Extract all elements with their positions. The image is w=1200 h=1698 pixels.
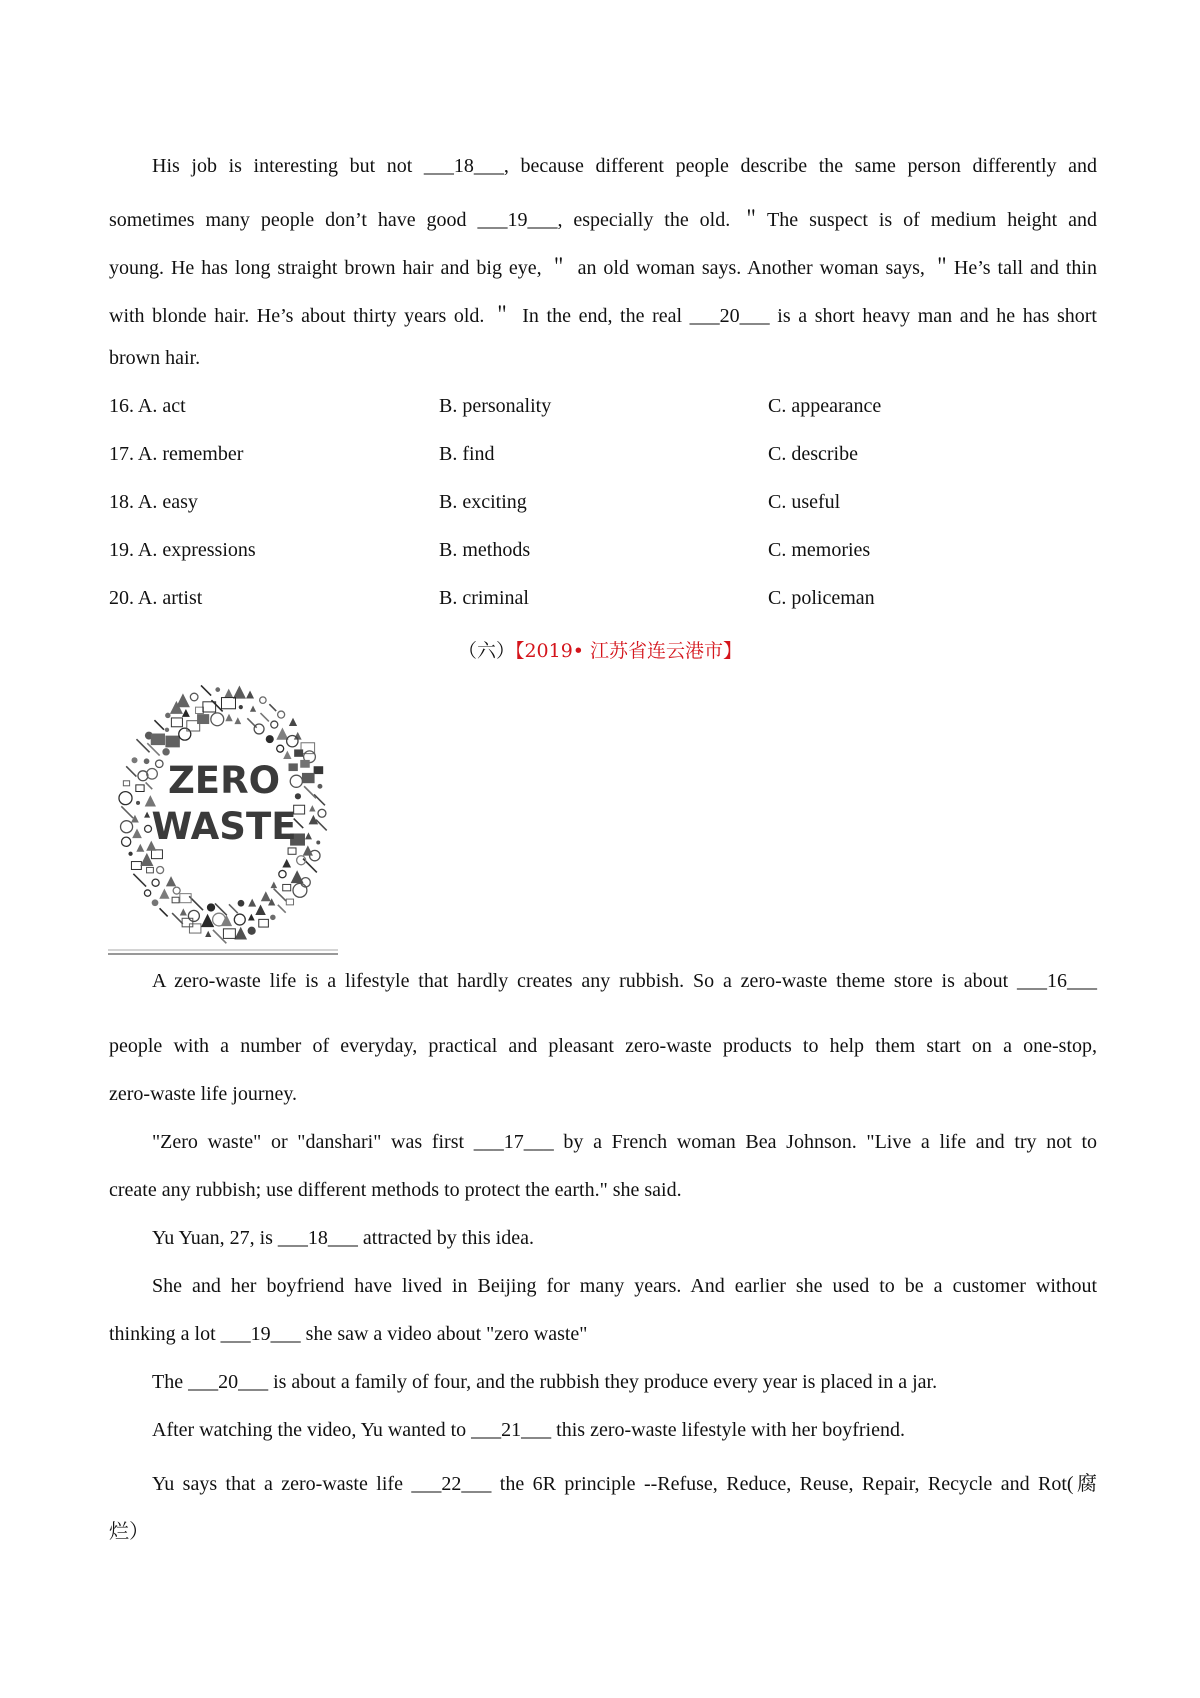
ring-doodle-icon [123,781,129,786]
ring-doodle-icon [213,913,226,926]
ring-doodle-icon [248,927,256,935]
ring-doodle-icon [165,728,169,732]
ring-doodle-icon [316,841,320,845]
ring-doodle-icon [128,852,132,856]
ring-doodle-icon [136,785,144,792]
ring-doodle-icon [131,815,139,823]
ring-doodle-icon [119,792,132,805]
q18-option-a: 18. A. easy [109,491,198,513]
ring-doodle-icon [176,693,190,707]
ring-doodle-icon [279,870,286,877]
ring-doodle-icon [224,689,233,698]
passage2-p4-line2: thinking a lot ___19___ she saw a video about "zero waste" [109,1323,588,1345]
q16-option-b: B. personality [439,395,552,417]
ring-doodle-icon [278,905,286,913]
ring-doodle-icon [157,866,164,873]
ring-doodle-icon [182,709,190,717]
ring-doodle-icon [277,745,284,752]
ring-doodle-icon [173,887,180,894]
ring-doodle-icon [305,832,312,839]
ring-doodle-icon [287,735,298,746]
section-source: 【2019• 江苏省连云港市】 [514,640,743,662]
ring-doodle-icon [211,713,224,726]
section-number: （六） [457,640,515,662]
ring-doodle-icon [283,751,291,759]
passage1-line-1: His job is interesting but not ___18___, because different people describe the same person differently and [152,155,1097,177]
ring-doodle-icon [207,903,215,911]
ring-doodle-icon [133,874,146,887]
ring-doodle-icon [270,915,276,921]
ring-doodle-icon [166,876,176,886]
ring-doodle-icon [250,706,256,712]
ring-doodle-icon [151,850,162,859]
ring-doodle-icon [288,848,296,854]
ring-doodle-icon [223,929,235,939]
passage1-line-4: with blonde hair. He’s about thirty years old. ＂ In the end, the real ___20___ is a short heavy man and he has short [109,305,1097,327]
ring-doodle-icon [151,734,164,745]
ring-doodle-icon [259,919,269,927]
logo-text-zero: ZERO [167,759,281,802]
q19-option-b: B. methods [439,539,531,561]
ring-doodle-icon [132,757,138,763]
zero-waste-logo [106,668,342,964]
ring-doodle-icon [152,899,159,906]
ring-doodle-icon [229,904,238,913]
passage2-p2-line2: create any rubbish; use different methods to protect the earth." she said. [109,1179,682,1201]
q19-option-a: 19. A. expressions [109,539,256,561]
q18-option-b: B. exciting [439,491,527,513]
ring-doodle-icon [147,867,154,872]
ring-doodle-icon [239,705,243,709]
ring-doodle-icon [147,768,158,779]
ring-doodle-icon [290,775,302,787]
ring-doodle-icon [172,897,179,903]
ring-doodle-icon [196,707,204,713]
ring-doodle-icon [302,773,314,782]
ring-doodle-icon [295,793,301,799]
q16-option-c: C. appearance [768,395,882,417]
ring-doodle-icon [211,700,222,711]
ring-doodle-icon [182,918,193,927]
ring-doodle-icon [198,715,209,724]
ring-doodle-icon [188,910,199,921]
ring-doodle-icon [131,862,141,870]
ring-doodle-icon [162,748,169,755]
ring-doodle-icon [291,870,304,883]
ring-doodle-icon [269,704,276,711]
q17-option-c: C. describe [768,443,858,465]
ring-doodle-icon [221,698,235,709]
ring-doodle-icon [261,891,271,901]
ring-doodle-icon [160,908,168,916]
ring-doodle-icon [255,904,266,915]
passage2-p3: Yu Yuan, 27, is ___18___ attracted by this idea. [152,1227,534,1249]
passage2-p2-line1: "Zero waste" or "danshari" was first ___17___ by a French woman Bea Johnson. "Live a life and try not to [152,1131,1097,1153]
ring-doodle-icon [154,720,164,730]
passage2-p5: The ___20___ is about a family of four, and the rubbish they produce every year is placed in a jar. [152,1371,938,1393]
ring-doodle-icon [144,812,150,818]
ring-doodle-icon [260,713,268,721]
passage2-p7-line2: 烂） [109,1521,149,1543]
ring-doodle-icon [234,914,245,925]
ring-doodle-icon [189,924,200,933]
ring-doodle-icon [301,760,310,767]
ring-doodle-icon [190,693,198,701]
passage1-line-3: young. He has long straight brown hair and big eye, ＂ an old woman says. Another woman says, ＂He’s tall and thin [109,257,1097,279]
ring-doodle-icon [278,711,285,718]
q17-option-b: B. find [439,443,495,465]
ring-doodle-icon [295,750,303,756]
ring-doodle-icon [270,881,277,888]
ring-doodle-icon [166,736,179,747]
section-heading [0,636,1200,663]
ring-doodle-icon [309,805,315,811]
ring-doodle-icon [317,784,322,789]
q18-option-c: C. useful [768,491,841,513]
ring-doodle-icon [266,735,274,743]
zero-waste-logo-graphic [106,668,342,958]
ring-doodle-icon [165,713,170,718]
ring-doodle-icon [171,718,182,727]
ring-doodle-icon [136,739,149,752]
logo-text-waste: WASTE [151,805,297,848]
ring-doodle-icon [276,728,288,740]
passage2-p6: After watching the video, Yu wanted to ___21___ this zero-waste lifestyle with her boyfriend. [152,1419,905,1441]
q17-option-a: 17. A. remember [109,443,244,465]
ring-doodle-icon [136,801,140,805]
ring-doodle-icon [122,837,131,846]
ring-doodle-icon [293,883,307,897]
passage1-line-5: brown hair. [109,347,201,369]
ring-doodle-icon [254,724,264,734]
ring-doodle-icon [179,728,191,740]
ring-doodle-icon [152,879,159,886]
ring-doodle-icon [289,718,297,726]
ring-doodle-icon [213,930,226,943]
ring-doodle-icon [248,899,256,907]
ring-doodle-icon [201,685,211,695]
ring-doodle-icon [145,825,152,832]
ring-doodle-icon [318,809,326,817]
q20-option-c: C. policeman [768,587,875,609]
ring-doodle-icon [205,931,211,937]
ring-doodle-icon [180,894,191,903]
ring-doodle-icon [180,908,187,915]
passage2-p1-line2: people with a number of everyday, practical and pleasant zero-waste products to help them start on a one-stop, [109,1035,1097,1057]
ring-doodle-icon [304,786,316,798]
ring-doodle-icon [234,927,247,940]
ring-doodle-icon [314,794,325,805]
passage2-p4-line1: She and her boyfriend have lived in Beijing for many years. And earlier she used to be a customer without [152,1275,1097,1297]
ring-doodle-icon [286,899,293,905]
passage1-line-2: sometimes many people don’t have good ___19___, especially the old. ＂The suspect is of medium height and [109,209,1097,231]
ring-doodle-icon [225,714,232,721]
ring-doodle-icon [260,697,266,703]
ring-doodle-icon [121,821,133,833]
ring-doodle-icon [132,828,142,838]
ring-doodle-icon [159,889,169,899]
ring-doodle-icon [238,900,245,907]
ring-doodle-icon [144,890,150,896]
ring-doodle-icon [246,690,254,698]
ring-doodle-icon [234,717,241,724]
passage2-p1-line3: zero-waste life journey. [109,1083,298,1105]
ring-doodle-icon [233,685,246,698]
q20-option-a: 20. A. artist [109,587,203,609]
ring-doodle-icon [314,767,323,774]
ring-doodle-icon [215,687,220,692]
ring-doodle-icon [289,764,297,771]
ring-doodle-icon [121,806,133,818]
ring-doodle-icon [136,844,144,852]
passage2-p7-line1: Yu says that a zero-waste life ___22___ the 6R principle --Refuse, Reduce, Reuse, Repair, Recycle and Rot(腐 [152,1473,1097,1495]
passage2-p1-line1: A zero-waste life is a lifestyle that hardly creates any rubbish. So a zero-waste theme store is about ___16___ [152,970,1097,992]
q19-option-c: C. memories [768,539,871,561]
ring-doodle-icon [144,758,150,764]
ring-doodle-icon [126,766,136,776]
ring-doodle-icon [248,914,255,921]
q16-option-a: 16. A. act [109,395,186,417]
ring-doodle-icon [271,721,278,728]
ring-doodle-icon [283,884,291,890]
ring-doodle-icon [156,760,163,767]
ring-doodle-icon [316,820,327,831]
q20-option-b: B. criminal [439,587,529,609]
ring-doodle-icon [146,782,153,789]
ring-doodle-icon [282,859,291,868]
ring-doodle-icon [303,845,313,855]
